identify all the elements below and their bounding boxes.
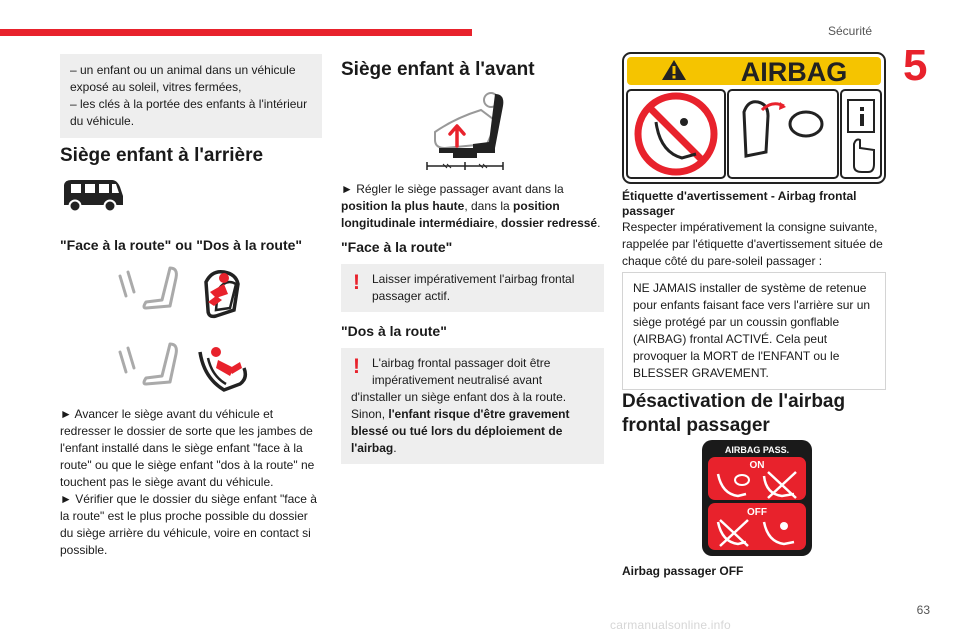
indicator-caption: Airbag passager OFF — [622, 564, 744, 578]
warning-rear-facing — [341, 348, 604, 464]
heading-airbag-deactivation: Désactivation de l'airbag frontal passager — [622, 391, 846, 436]
van-icon — [60, 175, 126, 215]
subheading-forward-facing: "Face à la route" — [341, 239, 453, 255]
instruction-2: ► Vérifier que le dossier du siège enfant "face à la route" est le plus proche possible du dossier du siège arrière du véhicule, voire en contact si possible. — [60, 492, 317, 557]
top-accent-bar — [0, 29, 472, 36]
heading-front-child-seat: Siège enfant à l'avant — [341, 59, 535, 80]
label-title: AIRBAG — [740, 57, 848, 87]
warning-icon: ! — [353, 271, 360, 294]
indicator-off-label: OFF — [747, 507, 767, 518]
box-line-1: – un enfant ou un animal dans un véhicule exposé au soleil, vitres fermées, — [70, 63, 296, 94]
notice-text: NE JAMAIS installer de système de retenue pour enfants faisant face vers l'arrière sur un siège protégé par un coussin gonflable (AIRBAG) frontal ACTIVÉ. Cela peut provoquer la MORT de l'ENFANT ou le BLESSER GRAVEMENT. — [633, 281, 871, 380]
label-caption: Étiquette d'avertissement - Airbag frontal passager — [622, 189, 857, 218]
airbag-warning-label — [622, 52, 886, 184]
warning-rear-text: d'installer un siège enfant dos à la route. Sinon, l'enfant risque d'être gravement blessé ou tué lors du déploiement de l'airbag. — [351, 390, 570, 455]
warning-rear-line-1: L'airbag frontal passager doit être impérativement neutralisé avant — [372, 356, 551, 387]
chapter-number: 5 — [903, 41, 928, 90]
indicator-on-label: ON — [749, 460, 765, 471]
front-seat-instruction: ► Régler le siège passager avant dans la position la plus haute, dans la position longitudinale intermédiaire, dossier redressé. — [341, 182, 601, 230]
info-box — [60, 54, 322, 138]
warning-icon: ! — [353, 355, 360, 378]
forward-facing-seat-illustration — [112, 262, 262, 324]
subheading-orientation: "Face à la route" ou "Dos à la route" — [60, 237, 303, 253]
instruction-1: ► Avancer le siège avant du véhicule et redresser le dossier de sorte que les jambes de l'enfant installé dans le siège enfant "face à la route" ou que le siège enfant "dos à la route" ne touchent pas le siège avant du véhicule. — [60, 407, 315, 489]
rear-facing-seat-illustration — [112, 338, 262, 400]
rear-instructions — [60, 406, 322, 559]
subheading-rear-facing: "Dos à la route" — [341, 323, 447, 339]
warning-forward-text: Laisser impérativement l'airbag frontal passager actif. — [372, 272, 575, 303]
section-name: Sécurité — [827, 24, 872, 38]
box-line-2: – les clés à la portée des enfants à l'intérieur du véhicule. — [70, 97, 308, 128]
page-number: 63 — [916, 603, 930, 617]
watermark: carmanualsonline.info — [610, 618, 731, 632]
indicator-title: AIRBAG PASS. — [724, 445, 790, 455]
notice-box — [622, 272, 886, 390]
airbag-pass-indicator — [702, 440, 812, 556]
front-seat-adjust-illustration — [425, 88, 505, 174]
heading-rear-child-seat: Siège enfant à l'arrière — [60, 145, 264, 166]
instruction-paragraph: Respecter impérativement la consigne suivante, rappelée par l'étiquette d'avertissement située de chaque côté du pare-soleil passager : — [622, 220, 883, 268]
warning-forward-facing — [341, 264, 604, 312]
